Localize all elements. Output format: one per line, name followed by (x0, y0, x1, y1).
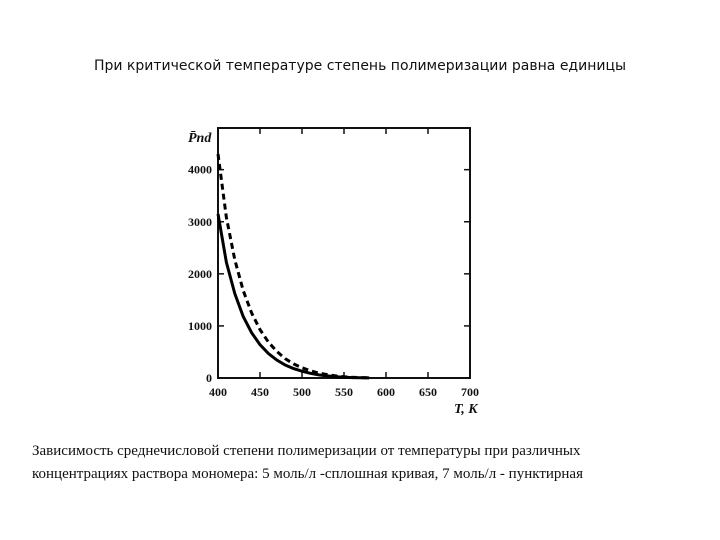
caption-line-1: Зависимость среднечисловой степени полимеризации от температуры при различных (32, 443, 581, 459)
x-tick-label: 550 (335, 385, 353, 399)
series-line-2 (218, 154, 369, 378)
series-line-1 (218, 214, 369, 378)
y-tick-label: 1000 (188, 318, 212, 333)
series-group (218, 154, 369, 378)
x-tick-label: 650 (419, 385, 437, 399)
x-tick-label: 400 (209, 385, 227, 399)
y-axis-label-main: P̄nd (188, 131, 212, 146)
y-tick-label: 3000 (188, 214, 212, 229)
x-tick-label: 700 (461, 385, 479, 399)
y-tick-label: 2000 (188, 266, 212, 281)
slide-title: При критической температуре степень полимеризации равна единицы (93, 58, 627, 74)
figure-caption (32, 440, 702, 486)
x-tick-label: 450 (251, 385, 269, 399)
y-axis-label (188, 131, 212, 146)
x-axis-label: T, K (454, 402, 478, 417)
y-tick-label: 0 (206, 371, 212, 385)
x-tick-label: 500 (293, 385, 311, 399)
x-tick-label: 600 (377, 385, 395, 399)
axis-ticks (188, 128, 479, 399)
y-tick-label: 4000 (188, 162, 212, 177)
caption-line-2: концентрациях раствора мономера: 5 моль/л -сплошная кривая, 7 моль/л - пунктирная (32, 466, 583, 482)
